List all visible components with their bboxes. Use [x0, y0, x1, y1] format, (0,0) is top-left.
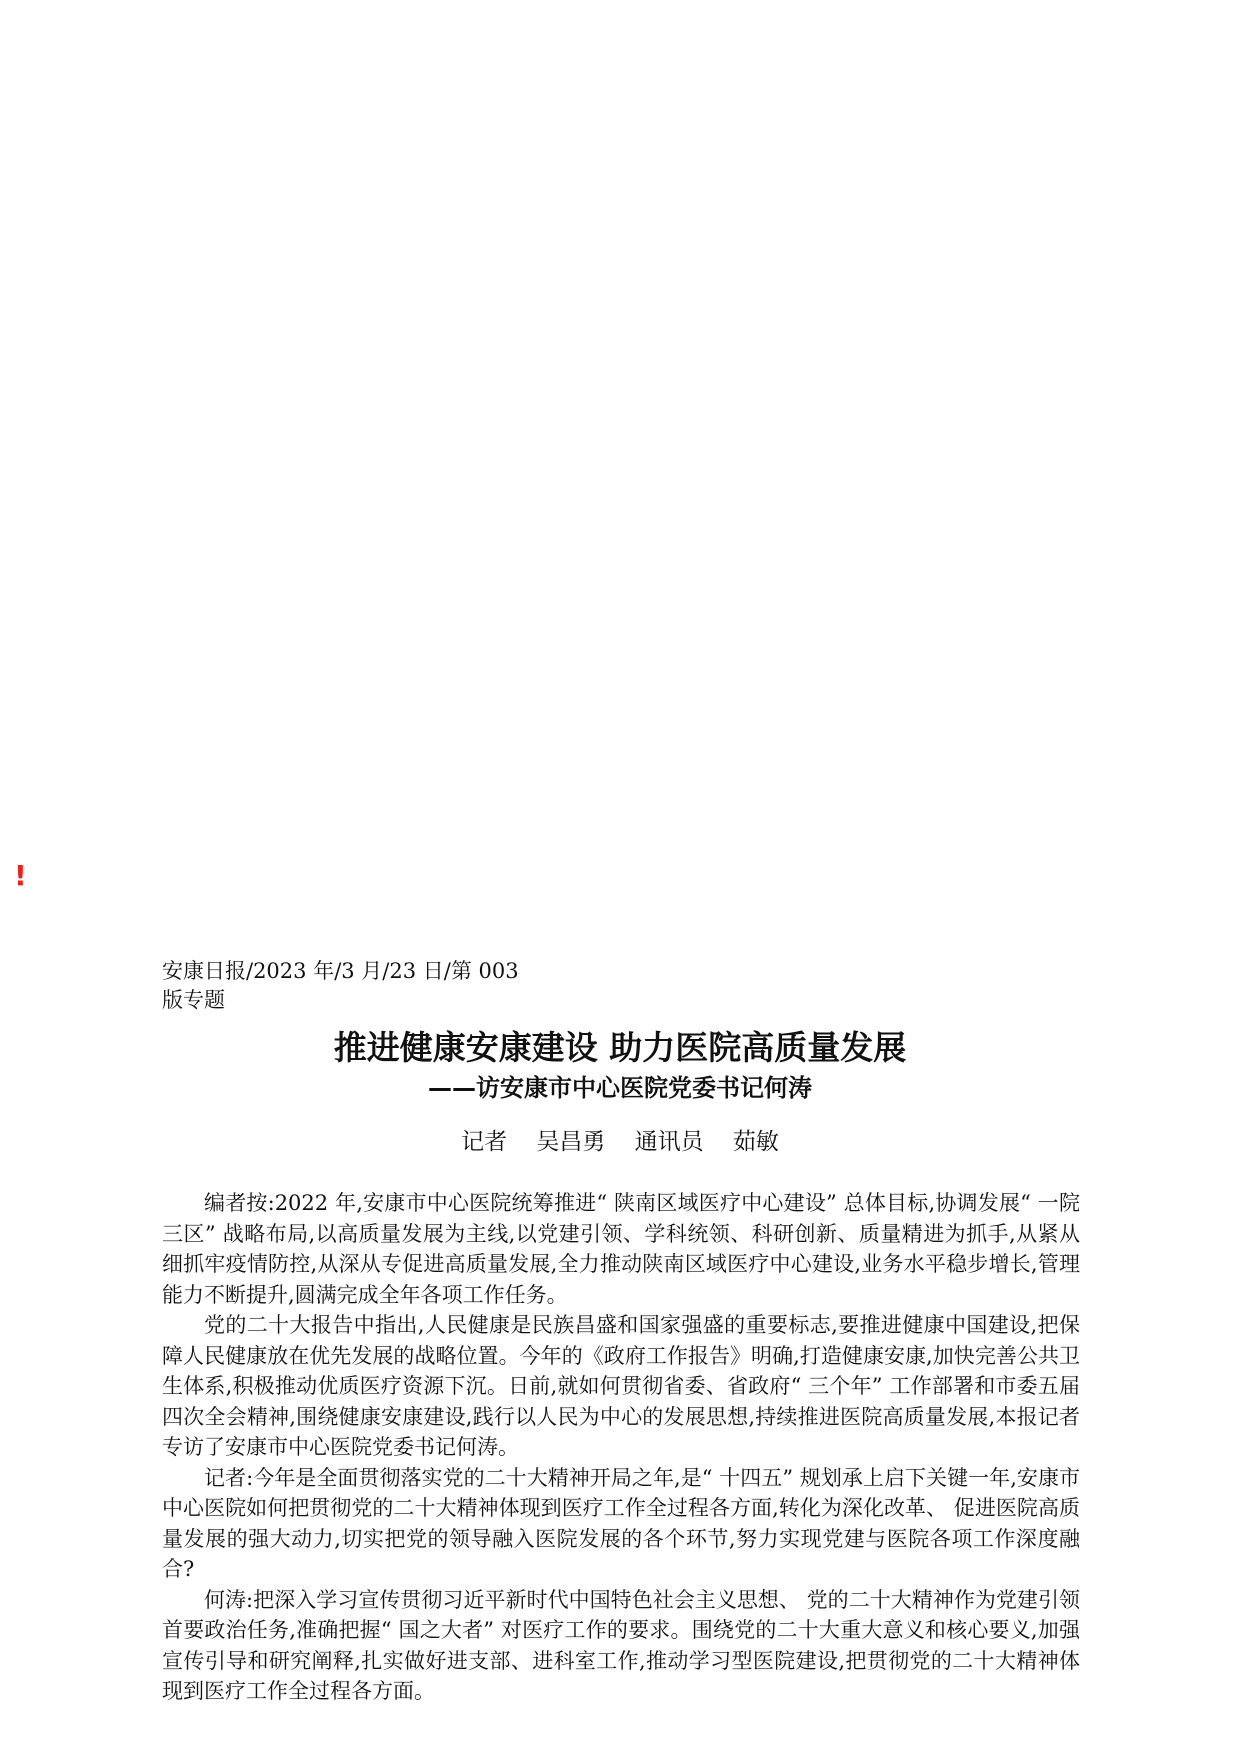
article-body	[162, 1188, 1080, 1707]
reporter-question-paragraph: 记者:今年是全面贯彻落实党的二十大精神开局之年,是“ 十四五” 规划承上启下关键一年,安康市中心医院如何把贯彻党的二十大精神体现到医疗工作全过程各方面,转化为深化改革、 促进医院高质量发展的强大动力,切实把党的领导融入医院发展的各个环节,努力实现党建与医院各项工作深度融合?	[162, 1465, 1080, 1581]
body-paragraph: 党的二十大报告中指出,人民健康是民族昌盛和国家强盛的重要标志,要推进健康中国建设,把保障人民健康放在优先发展的战略位置。今年的《政府工作报告》明确,打造健康安康,加快完善公共卫生体系,积极推动优质医疗资源下沉。日前,就如何贯彻省委、省政府“ 三个年” 工作部署和市委五届四次全会精神,围绕健康安康建设,践行以人民为中心的发展思想,持续推进医院高质量发展,本报记者专访了安康市中心医院党委书记何涛。	[162, 1313, 1080, 1459]
article-title: 推进健康安康建设 助力医院高质量发展	[333, 1028, 907, 1067]
byline: 记者 吴昌勇 通讯员 茹敏	[461, 1129, 779, 1155]
annotation-mark: !	[14, 859, 27, 892]
article-subtitle: ——访安康市中心医院党委书记何涛	[428, 1074, 812, 1102]
editor-note-paragraph: 编者按:2022 年,安康市中心医院统筹推进“ 陕南区域医疗中心建设” 总体目标,协调发展“ 一院三区” 战略布局,以高质量发展为主线,以党建引领、学科统领、科研创新、质量精进为抓手,从紧从细抓牢疫情防控,从深从专促进高质量发展,全力推动陕南区域医疗中心建设,业务水平稳步增长,管理能力不断提升,圆满完成全年各项工作任务。	[162, 1191, 1080, 1307]
publication-info	[162, 957, 542, 1015]
publication-info-line-1: 安康日报/2023 年/3 月/23 日/第 003	[162, 959, 519, 983]
publication-info-line-2: 版专题	[162, 988, 225, 1012]
interviewee-answer-paragraph: 何涛:把深入学习宣传贯彻习近平新时代中国特色社会主义思想、 党的二十大精神作为党建引领首要政治任务,准确把握“ 国之大者” 对医疗工作的要求。围绕党的二十大重大意义和核心要义,加强宣传引导和研究阐释,扎实做好进支部、进科室工作,推动学习型医院建设,把贯彻党的二十大精神体现到医疗工作全过程各方面。	[162, 1587, 1080, 1703]
